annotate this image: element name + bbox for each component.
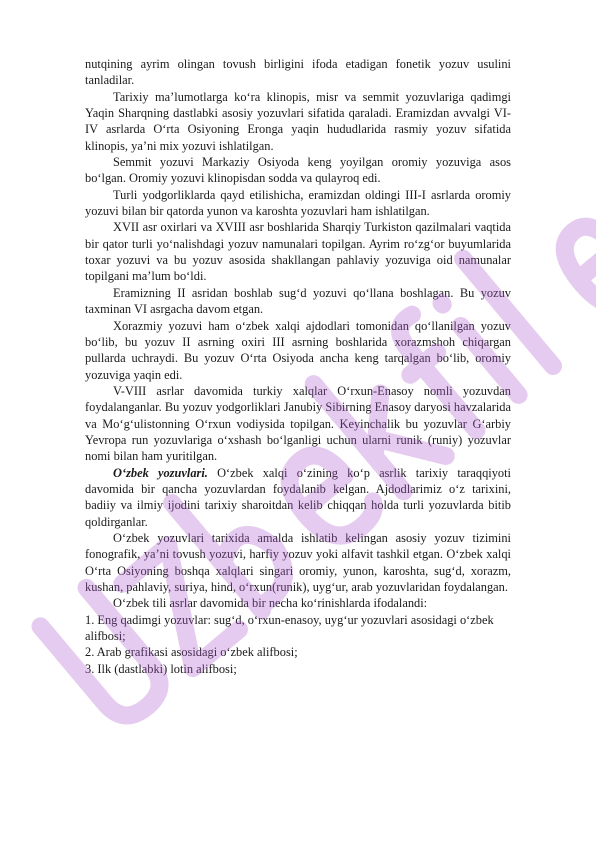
paragraph: Eramizning II asridan boshlab sug‘d yozuvi qo‘llana boshlagan. Bu yozuv taxminan VI asrgacha davom etgan. [85,285,511,317]
paragraph-text: O‘zbek xalqi o‘zining ko‘p asrlik tarixiy taraqqiyoti davomida bir qancha yozuvlardan foydalanib kelgan. Ajdodlarimiz o‘z tarixini, badiiy va ilmiy ijodini tarixiy sharoitdan kelib chiqqan holda turli yozuvlarda bitib qoldirganlar. [85,465,511,529]
paragraph: Tarixiy ma’lumotlarga ko‘ra klinopis, misr va semmit yozuvlariga qadimgi Yaqin Sharqning dastlabki asosiy yozuvlari sifatida qaraladi. Eramizdan avvalgi VI-IV asrlarda O‘rta Osiyoning Eronga yaqin hududlarida rasmiy yozuv sifatida klinopis, ya’ni mix yozuvi ishlatilgan. [85,89,511,153]
paragraph: Xorazmiy yozuvi ham o‘zbek xalqi ajdodlari tomonidan qo‘llanilgan yozuv bo‘lib, bu yozuv II asrning oxiri III asrning boshlarida xorazmshoh chiqargan pullarda uchraydi. Bu yozuv O‘rta Osiyoda ancha keng tarqalgan bo‘lib, oromiy yozuviga yaqin edi. [85,318,511,382]
paragraph: O‘zbek tili asrlar davomida bir necha ko‘rinishlarda ifodalandi: [113,596,428,611]
paragraph: nutqining ayrim olingan tovush birligini ifoda etadigan fonetik yozuv usulini tanladilar. [85,57,511,88]
list-item: 1. Eng qadimgi yozuvlar: sug‘d, o‘rxun-enasoy, uyg‘ur yozuvlari asosidagi o‘zbek alifbosi; [85,612,494,644]
paragraph: Turli yodgorliklarda qayd etilishicha, eramizdan oldingi III-I asrlarda oromiy yozuvi bilan bir qatorda yunon va karoshta yozuvlari ham ishlatilgan. [85,187,511,219]
list-item: 3. Ilk (dastlabki) lotin alifbosi; [85,661,237,676]
paragraph: O‘zbek yozuvlari tarixida amalda ishlatib kelingan asosiy yozuv tizimini fonografik, ya’ni tovush yozuvi, harfiy yozuv yoki alfavit tashkil etgan. O‘zbek xalqi O‘rta Osiyoning boshqa xalqlari singari oromiy, yunon, karoshta, sug‘d, xorazm, kushan, pahlaviy, suriya, hind, o‘rxun(runik), uyg‘ur, arab yozuvlaridan foydalangan. [85,530,511,594]
section-heading: O‘zbek yozuvlari. [113,465,208,480]
paragraph-uzbek-scripts [85,465,511,530]
list-item: 2. Arab grafikasi asosidagi o‘zbek alifbosi; [85,645,298,660]
document-page [85,56,511,677]
paragraph: Semmit yozuvi Markaziy Osiyoda keng yoyilgan oromiy yozuviga asos bo‘lgan. Oromiy yozuvi klinopisdan sodda va qulayroq edi. [85,155,511,186]
paragraph: V-VIII asrlar davomida turkiy xalqlar O‘rxun-Enasoy nomli yozuvdan foydalanganlar. Bu yozuv yodgorliklari Janubiy Sibirning Enasoy daryosi havzalarida va Mo‘g‘ulistonning O‘rxun vodiysida topilgan. Keyinchalik bu yozuvlar G‘arbiy Yevropa run yozuvlariga o‘xshash bo‘lganligi uchun ularni runik (runiy) yozuvlar nomi bilan ham yuritilgan. [85,383,511,464]
paragraph: XVII asr oxirlari va XVIII asr boshlarida Sharqiy Turkiston qazilmalari vaqtida bir qator turli yo‘nalishdagi yozuv namunalari topilgan. Ayrim ro‘zg‘or buyumlarida toxar yozuvi va bu yozuv asosida shakllangan pahlaviy yozuviga oid namunalar topilgani ma’lum bo‘ldi. [85,220,511,284]
